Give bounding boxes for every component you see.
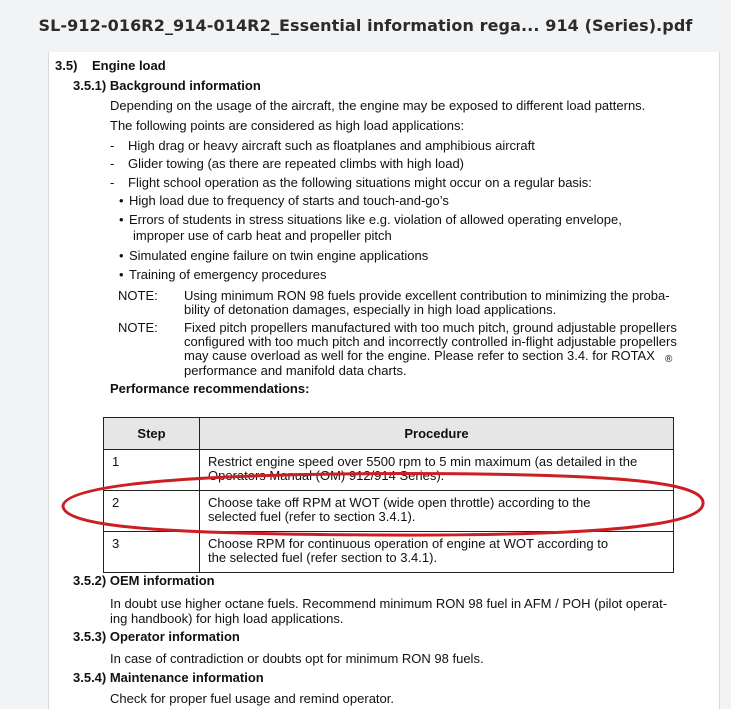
procedure-line: Choose take off RPM at WOT (wide open throttle) according to the xyxy=(208,495,591,510)
procedure-line: Choose RPM for continuous operation of engine at WOT according to xyxy=(208,536,609,551)
list-item-continuation: improper use of carb heat and propeller pitch xyxy=(133,228,392,243)
table-header-row xyxy=(104,418,674,450)
procedure-cell xyxy=(200,491,674,532)
list-item: High drag or heavy aircraft such as floatplanes and amphibious aircraft xyxy=(128,138,535,153)
section-number: 3.5) xyxy=(55,58,78,73)
procedure-cell xyxy=(200,450,674,491)
list-item: High load due to frequency of starts and touch-and-go’s xyxy=(129,193,449,208)
note-text: bility of detonation damages, especially in high load applications. xyxy=(184,302,557,317)
table-row xyxy=(104,450,674,491)
subsection-operator-title: 3.5.3) Operator information xyxy=(73,629,240,644)
step-cell: 3 xyxy=(104,532,200,573)
list-item: Flight school operation as the following situations might occur on a regular basis: xyxy=(128,175,592,190)
document-title: SL-912-016R2_914-014R2_Essential information rega... 914 (Series).pdf xyxy=(38,16,693,35)
paragraph: ing handbook) for high load applications. xyxy=(110,611,344,626)
note-text: may cause overload as well for the engine. Please refer to section 3.4. for ROTAX xyxy=(184,348,655,363)
paragraph: Check for proper fuel usage and remind operator. xyxy=(110,691,395,706)
dash-marker: - xyxy=(110,138,115,153)
subsection-maintenance-title: 3.5.4) Maintenance information xyxy=(73,670,264,685)
note-text: Using minimum RON 98 fuels provide excellent contribution to minimizing the proba- xyxy=(184,288,670,303)
list-item: Simulated engine failure on twin engine applications xyxy=(129,248,429,263)
section-title: Engine load xyxy=(92,58,166,73)
paragraph: The following points are considered as high load applications: xyxy=(110,118,465,133)
note-text: Fixed pitch propellers manufactured with too much pitch, ground adjustable propellers xyxy=(184,320,677,335)
procedure-line: Operators Manual (OM) 912/914 Series). xyxy=(208,468,445,483)
paragraph: Depending on the usage of the aircraft, the engine may be exposed to different load patterns. xyxy=(110,98,646,113)
procedure-line: Restrict engine speed over 5500 rpm to 5 min maximum (as detailed in the xyxy=(208,454,638,469)
subsection-background-title: 3.5.1) Background information xyxy=(73,78,261,93)
pdf-title-bar xyxy=(0,0,731,52)
paragraph: In doubt use higher octane fuels. Recommend minimum RON 98 fuel in AFM / POH (pilot operat- xyxy=(110,596,668,611)
paragraph: In case of contradiction or doubts opt for minimum RON 98 fuels. xyxy=(110,651,484,666)
list-item: Training of emergency procedures xyxy=(129,267,327,282)
performance-title: Performance recommendations: xyxy=(110,381,310,396)
list-item: Errors of students in stress situations like e.g. violation of allowed operating envelope, xyxy=(129,212,622,227)
dash-marker: - xyxy=(110,175,115,190)
table-row xyxy=(104,532,674,573)
step-cell: 2 xyxy=(104,491,200,532)
header-procedure: Procedure xyxy=(200,418,674,450)
dash-marker: - xyxy=(110,156,115,171)
subsection-oem-title: 3.5.2) OEM information xyxy=(73,573,215,588)
note-label: NOTE: xyxy=(118,320,158,335)
procedure-line: selected fuel (refer to section 3.4.1). xyxy=(208,509,416,524)
header-step: Step xyxy=(104,418,200,450)
step-cell: 1 xyxy=(104,450,200,491)
bullet-marker: • xyxy=(119,267,124,282)
table-row xyxy=(104,491,674,532)
note-label: NOTE: xyxy=(118,288,158,303)
bullet-marker: • xyxy=(119,212,124,227)
procedure-line: the selected fuel (refer section to 3.4.1). xyxy=(208,550,438,565)
note-text: performance and manifold data charts. xyxy=(184,363,407,378)
bullet-marker: • xyxy=(119,248,124,263)
procedure-cell xyxy=(200,532,674,573)
registered-mark: ® xyxy=(665,354,673,365)
note-text: configured with too much pitch and incorrectly controlled in-flight adjustable propellers xyxy=(184,334,677,349)
bullet-marker: • xyxy=(119,193,124,208)
list-item: Glider towing (as there are repeated climbs with high load) xyxy=(128,156,465,171)
performance-table xyxy=(103,417,674,573)
